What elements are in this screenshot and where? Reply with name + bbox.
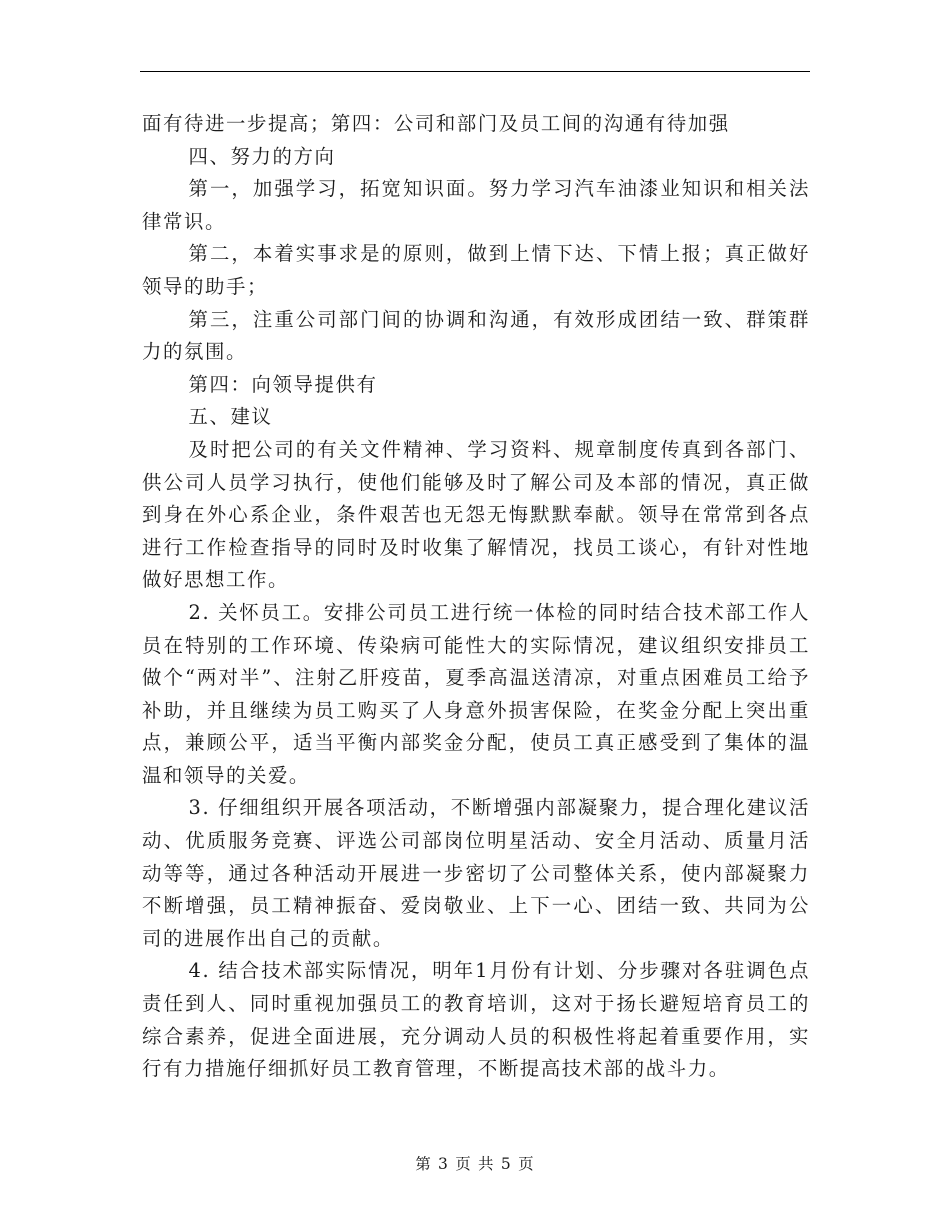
paragraph-suggestion-1: 及时把公司的有关文件精神、学习资料、规章制度传真到各部门、供公司人员学习执行，使他们能够及时了解公司及本部的情况，真正做到身在外心系企业，条件艰苦也无怨无悔默默奉献。领导在常常到各点进行工作检查指导的同时及时收集了解情况，找员工谈心，有针对性地做好思想工作。 <box>142 437 810 592</box>
page-number: 第 3 页 共 5 页 <box>415 1155 535 1173</box>
heading-section-4: 四、努力的方向 <box>188 144 336 168</box>
paragraph-item-2: 第二，本着实事求是的原则，做到上情下达、下情上报；真正做好领导的助手； <box>142 242 810 298</box>
document-body <box>142 108 810 1086</box>
paragraph-suggestion-3: 3. 仔细组织开展各项活动，不断增强内部凝聚力，提合理化建议活动、优质服务竞赛、评选公司部岗位明星活动、安全月活动、质量月活动等等，通过各种活动开展进一步密切了公司整体关系，使内部凝聚力不断增强，员工精神振奋、爱岗敬业、上下一心、团结一致、共同为公司的进展作出自己的贡献。 <box>142 796 810 950</box>
paragraph-item-1: 第一，加强学习，拓宽知识面。努力学习汽车油漆业知识和相关法律常识。 <box>142 177 810 233</box>
header-rule <box>140 71 810 72</box>
heading-section-5: 五、建议 <box>188 405 273 429</box>
paragraph-suggestion-2: 2. 关怀员工。安排公司员工进行统一体检的同时结合技术部工作人员在特别的工作环境、传染病可能性大的实际情况，建议组织安排员工做个“两对半”、注射乙肝疫苗，夏季高温送清凉，对重点困难员工给予补助，并且继续为员工购买了人身意外损害保险，在奖金分配上突出重点，兼顾公平，适当平衡内部奖金分配，使员工真正感受到了集体的温温和领导的关爱。 <box>142 600 810 787</box>
paragraph-item-3: 第三，注重公司部门间的协调和沟通，有效形成团结一致、群策群力的氛围。 <box>142 307 810 364</box>
paragraph-suggestion-4: 4. 结合技术部实际情况，明年1月份有计划、分步骤对各驻调色点责任到人、同时重视加强员工的教育培训，这对于扬长避短培育员工的综合素养，促进全面进展，充分调动人员的积极性将起着重要作用，实行有力措施仔细抓好员工教育管理，不断提高技术部的战斗力。 <box>142 959 810 1081</box>
paragraph-continuation: 面有待进一步提高；第四：公司和部门及员工间的沟通有待加强 <box>142 112 730 135</box>
paragraph-item-4: 第四：向领导提供有 <box>188 372 378 396</box>
